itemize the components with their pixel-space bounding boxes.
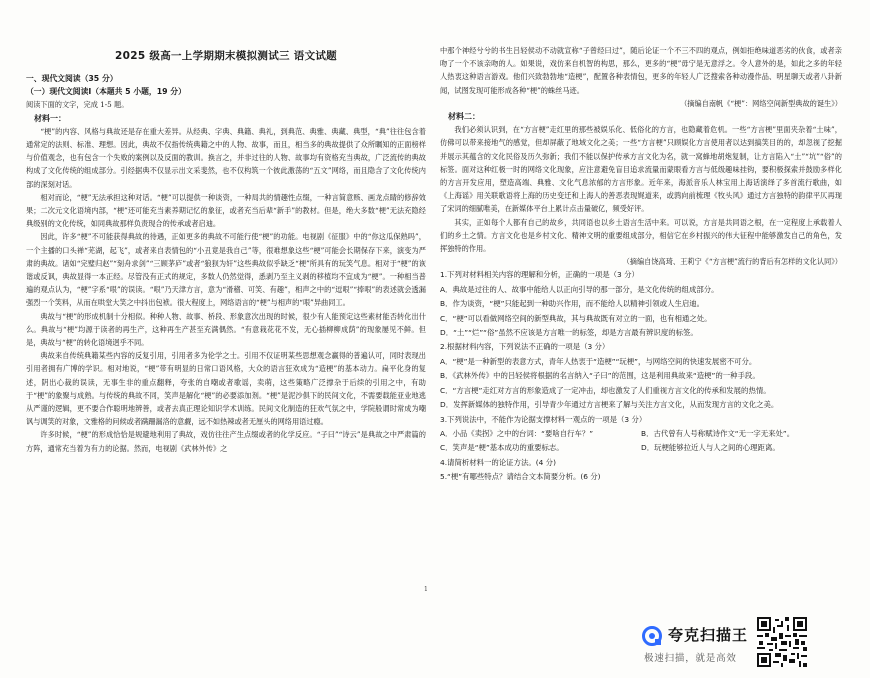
- question-1-option-d: D．“土”“烂”“俗”虽然不应该是方言唯一的标签，却是方言最有辨识度的标签。: [440, 328, 698, 338]
- question-1-option-a: A．典故是过往的人、故事中能给人以正向引导的那一部分，是文化传统的组成部分。: [440, 284, 719, 294]
- section-heading-1-1: （一）现代文阅读Ⅰ（本题共 5 小题，19 分）: [26, 87, 186, 97]
- material-2-label: 材料二：: [448, 112, 480, 122]
- right-column: [440, 44, 842, 485]
- material-1-paragraph: “梗”的内容、风格与典故还是存在重大差异。从经典、字典、典籍、典礼，到典范、典雅、典藏、典型，“典”往往包含着通常定的法则、标准、理想。因此，典故不仅指传统典籍之中的人物、故事，而且，相当多的典故提供了众所瞩知的正面榜样与价值观念，也有包含一个失败的案例以及反面的教训。换言之，并非过往的人物、故事均有资格充当典故，广泛流传的典故构成了文化传统的组成部分。引经据典不仅显示出文采斐然，也不仅构筑一个彼此激荡的“五文”网络，而且隐含了文化传统内部的深刻对话。: [26, 126, 426, 189]
- material-2-paragraph: 我们必须认识到，在“方言梗”走红里的那些被娱乐化、低俗化的方言，也隐藏着危机。一些“方言梗”里面夹杂着“土味”，仿佛可以带来接地气的感觉，但却屏蔽了地域文化之美；一些“方言梗”只顾娱化方言使用者以达到搞笑目的的，却忽视了挖掘并展示其蕴含的文化民俗及历久弥新；我们不能以保护传承方言文化为名，就一窝蜂地胡炮复制，让方言陷入“土”“坑”“俗”的标签。面对这种红极一时的网络文化现象，应注意避免盲目追求流量而蒙眼看方言与低级趣味挂钩，要积极探索并鼓励多样化的方言开发应用，塑造高端、典雅、文化气息浓郁的方言形象。近年来，海派音乐人林宝用上海话演绎了多首流行歌曲，如《上海谣》用关联歌语将上海的历史变迁和上海人的善恶表现娓道来，或鹑向前梳理《牧头风》通过方言独特的韵律平仄再现了宋词的细腻唯美，在新媒体平台上累计点击量破亿，频受好评。: [440, 125, 842, 214]
- qr-code-icon: [757, 617, 807, 667]
- question-3-option-c: C．笑声是“梗”基本成功的重要标志。: [440, 443, 564, 453]
- question-3: 3.下列说法中，不能作为论据支撑材料一观点的一项是（3 分）: [440, 414, 647, 424]
- material-1-paragraph: 因此，许多“梗”不可能获得典故的待遇，正如更多的典故不可能行使“梗”的功能。电视剧《征服》中的“你这瓜保熟吗”，一个主播的口头禅“芜湖，起飞”，或者来自表情包的“小丑竟是我自己”等，很难想象这些“梗”可能会长期保存下来，演变为严肃的典故。诸如“完璧归赵”“刻舟求剑”“三顾茅庐”或者“狼狈为奸”这些典故似乎缺乏“梗”所具有的玩笑气息。相对于“梗”的诙谐或反讽，典故显得一本正经。尽管没有正式的规定，多数人仍然觉得，悉剥乃至主义剥的移植均不宜成为“梗”。一种相当普遍的观点认为，“梗”字系“哏”的误读。“哏”乃天津方言，意为“滑稽、可笑、有趣”，相声之中的“逗哏”“捧哏”的表述就会透漏强烈一个笑料，从而在哄堂大笑之中抖出包袱。很大程度上，网络语言的“梗”与相声的“哏”异曲同工。: [26, 232, 426, 308]
- question-2-option-a: A．“梗”是一种新型的表意方式，青年人热衷于“造梗”“玩梗”，与网络空间的快速发展密不可分。: [440, 356, 757, 366]
- quark-logo-icon: [642, 626, 662, 646]
- question-2-option-b: B．《武林外传》中的吕轻侯将根据的名言纳入“子曰”的范围，这是利用典故来“造梗”的一种手段。: [440, 371, 760, 381]
- material-1-continued: 中那个神经兮兮的书生吕轻侯动不动就宣称“子曾经曰过”，随后论证一个不三不四的观点，例如拒绝味道恶劣的伙食，或者亲吻了一个不该亲吻的人。如果说，戏仿来自机智的构思，那么，更多的“梗”毋宁是无意浮之。令人意外的是，如此之多的年轻人热衷这种语言游戏。他们兴致勃勃地“造梗”，配置各种表情包，更多的年轻人广泛搜索各种动漫作品、明星聊天或者八卦新闻，试图发现可能形成各种“梗”的蛛丝马迹。: [440, 46, 842, 95]
- scanner-app-name: 夸克扫描王: [668, 626, 749, 644]
- question-1: 1.下列对材料相关内容的理解和分析，正确的一项是（3 分）: [440, 270, 639, 280]
- reading-instruction: 阅读下面的文字，完成 1-5 题。: [26, 100, 129, 110]
- question-3-options-row: [440, 441, 842, 455]
- question-2-option-c: C．“方言梗”走红对方言的形象造成了一定冲击，却也激发了人们重视方言文化的传承和发展的热情。: [440, 385, 771, 395]
- question-4: 4.请简析材料一的论证方法。(4 分): [440, 457, 556, 467]
- question-5: 5.“梗”有哪些特点？请结合文本简要分析。(6 分): [440, 472, 601, 482]
- section-heading-1: 一、现代文阅读（35 分）: [26, 74, 118, 83]
- question-3-option-a: A．小品《卖拐》之中的台词：“要啥自行车？”: [440, 428, 594, 438]
- left-column: [26, 72, 426, 455]
- question-1-option-b: B．作为谈资，“梗”只能起到一种助兴作用，而不能给人以精神引领或人生启迪。: [440, 299, 705, 309]
- material-2-paragraph: 其实，正如每个人都有自己的故乡，共同语也以乡土语言生活中来。可以说，方言是共同语之根，在一定程度上承载着人们的乡土之情。方言文化也是乡村文化、精神文明的重要组成部分，相信它在乡村振兴的伟大征程中能够激发自己的角色，发挥独特的作用。: [440, 217, 842, 254]
- question-2-option-d: D．发挥新媒体的独特作用，引导青少年通过方言梗来了解与关注方言文化，从而发现方言的文化之美。: [440, 400, 779, 410]
- question-3-options-row: [440, 427, 842, 441]
- material-1-paragraph: 许多时候，“梗”的形成恰恰是规避地利用了典故，戏仿往往产生点缀或者的化学反应。“子曰”“诗云”是典故之中严肃篇的方阵，通常充当着为有力的论据。然而，电视剧《武林外传》之: [26, 430, 426, 453]
- question-3-option-d: D．玩梗能够拉近人与人之间的心理距离。: [641, 443, 780, 453]
- scanner-slogan: 极速扫描，就是高效: [644, 653, 737, 664]
- material-1-paragraph: 典故来自传统典籍某些内容的反复引用，引用者多为伦学之士。引用不仅证明某些思想观念赢得的普遍认可，同时表现出引用者拥有广博的学识。相对地说，“梗”带有明显的日常口语风格，大众的语言狂欢成为“造梗”的基本动力。扁平化身的复述，阴出心裁的误读，无事生非的重点翻释，夸张的自嘲或者歌谣，卖萌，这些策略广泛撑杂于后续的引用之中，有助于“梗”的象聚与成熟。与传统的典故不同，笑声是解化“梗”的必要添加剂。“梗”是泥沙俱下的民间文化，不需要载能亚业地逃从严谨的逻辑，更不要合作聪明地辨善，或者去真正理论知识学术训练。民间文化制造的狂欢气氛之中，学院般谓时常成为嘲讽与调笑的对象，文雅格的问候或者蹒跚漏洛的意觑，远不如热辣或者无厘头的网络用语过瘾。: [26, 351, 426, 427]
- question-2: 2.根据材料内容，下列说法不正确的一项是（3 分）: [440, 342, 610, 352]
- material-1-source: （摘编自南帆《“梗”：网络空间新型典故的诞生》）: [680, 98, 842, 108]
- question-1-option-c: C．“梗”可以看做网络空间的新型典故，其与典故既有对立的一面，也有相通之处。: [440, 313, 712, 323]
- material-1-paragraph: 相对而论，“梗”无法承担这种对话。“梗”可以提供一种谈资，一种局共的情趣性点缀，一种言简意赅、画龙点睛的修辞效果；二次元文化语境内部，“梗”还可能充当素养期记忆的象征，或者充当后辈“新手”的教材。但是，绝大多数“梗”无法充隐经典级别的文化传统，如同典故那样负责现合的传承或者启迪。: [26, 192, 426, 229]
- question-3-option-b: B．古代曾有人号称赋诗作文“无一字无来处”。: [641, 428, 795, 438]
- material-1-paragraph: 典故与“梗”的形成机制十分相似。种种人物、故事、桥段、形象意次出现的时候，很少有人能预定这些素材能否转化出什么。典故与“梗”均源于读者的再生产，这种再生产甚至充满偶然。“有意栽花花不发，无心插柳柳成荫”的现象屡见不鲜。但是，典故与“梗”的转化语境迥乎不同。: [26, 311, 426, 348]
- exam-title: 2025 级高一上学期期末模拟测试三 语文试题: [115, 50, 337, 62]
- material-2-source: （摘编自饶高琦、王莉宁《“方言梗”流行的背后有怎样的文化认同》）: [622, 257, 842, 267]
- page-number: 1: [424, 586, 428, 593]
- material-1-label: 材料一：: [34, 113, 66, 123]
